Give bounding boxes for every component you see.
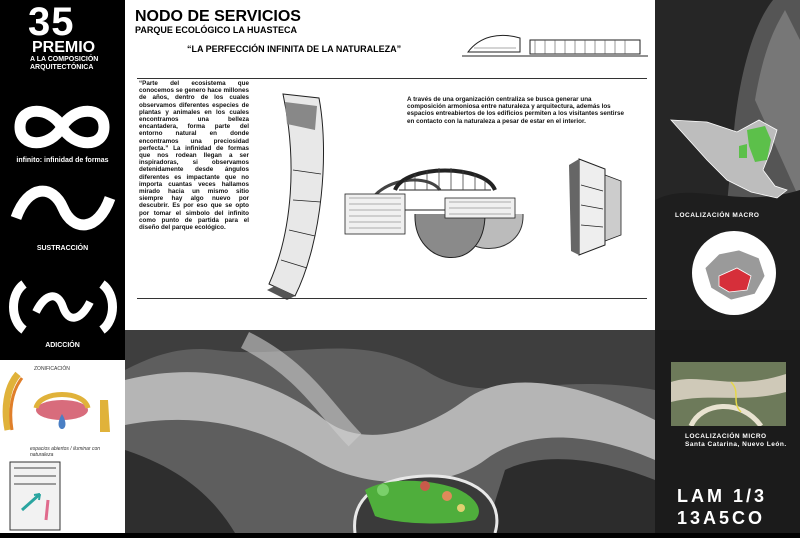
infinity-icon [12, 98, 112, 156]
elevation-drawing-icon [460, 22, 650, 60]
right-panel [655, 0, 800, 533]
caption-subtraction: SUSTRACCIÓN [36, 245, 89, 252]
caption-infinity: infinito: infinidad de formas [16, 157, 109, 164]
award-subtitle: A LA COMPOSICIÓN ARQUITECTÓNICA [30, 56, 99, 71]
description-text: A través de una organización centraliza se busca generar una composición armoniosa entre naturaleza y arquitectura, además los espacios entreabiertos de los edificios permiten a los visitantes sentirse en contacto con la naturaleza a pesar de estar en el interior. [407, 96, 624, 125]
caption-micro: LOCALIZACIÓN MICRO [685, 433, 767, 440]
award-title: PREMIO [32, 39, 96, 56]
section-drawing-icon [565, 155, 625, 260]
aerial-photo [125, 330, 655, 533]
tilde-icon [8, 178, 118, 238]
concept-text: “Parte del ecosistema que conocemos se genero hace millones de años, dentro de los cuales observamos diferentes especies de plantas y animales en los cuales encontramos una belleza encantadera, forma parte del entorno natural en donde encontramos una preciosidad perfecta.” La infinidad de formas que nos rodean llegan a ser inspiradoras, si observamos detenidamente desde ángulos diferentes es impactante que no importa cuantas veces hallamos mirado hacia un mismo sitio siempre hay algo nuevo por descubrir. Es por eso que se opto por tomar el simbolo del infinito como punto de partida para el diseño del parque ecológico. [139, 80, 249, 232]
page-quote: “LA PERFECCIÓN INFINITA DE LA NATURALEZA” [187, 44, 402, 54]
sheet-code: 13A5CO [677, 508, 766, 528]
sketch-label: ZONIFICACIÓN [34, 366, 70, 372]
sketch-panel [0, 360, 125, 533]
page-subtitle: PARQUE ECOLÓGICO LA HUASTECA [135, 25, 298, 35]
sheet-number: LAM 1/3 [677, 486, 768, 506]
infinity-plan-drawing-icon [335, 150, 535, 280]
aerial-photo-image [125, 330, 655, 533]
divider-bottom [137, 298, 647, 299]
divider [137, 78, 647, 79]
state-map-icon [689, 228, 779, 318]
page-title: NODO DE SERVICIOS [135, 8, 301, 25]
caption-micro-place: Santa Catarina, Nuevo León. [685, 441, 787, 448]
addition-symbol-icon [6, 278, 120, 336]
micro-location-photo-image [671, 362, 786, 426]
caption-macro: LOCALIZACIÓN MACRO [675, 212, 760, 219]
curved-plan-drawing-icon [263, 90, 335, 300]
mexico-map-icon [667, 110, 792, 200]
main-sheet [125, 0, 655, 330]
sketch-note: espacios abiertos / iluminar con naturaleza [30, 446, 101, 458]
award-number: 35 [28, 0, 75, 44]
caption-addition: ADICCIÓN [45, 342, 80, 349]
